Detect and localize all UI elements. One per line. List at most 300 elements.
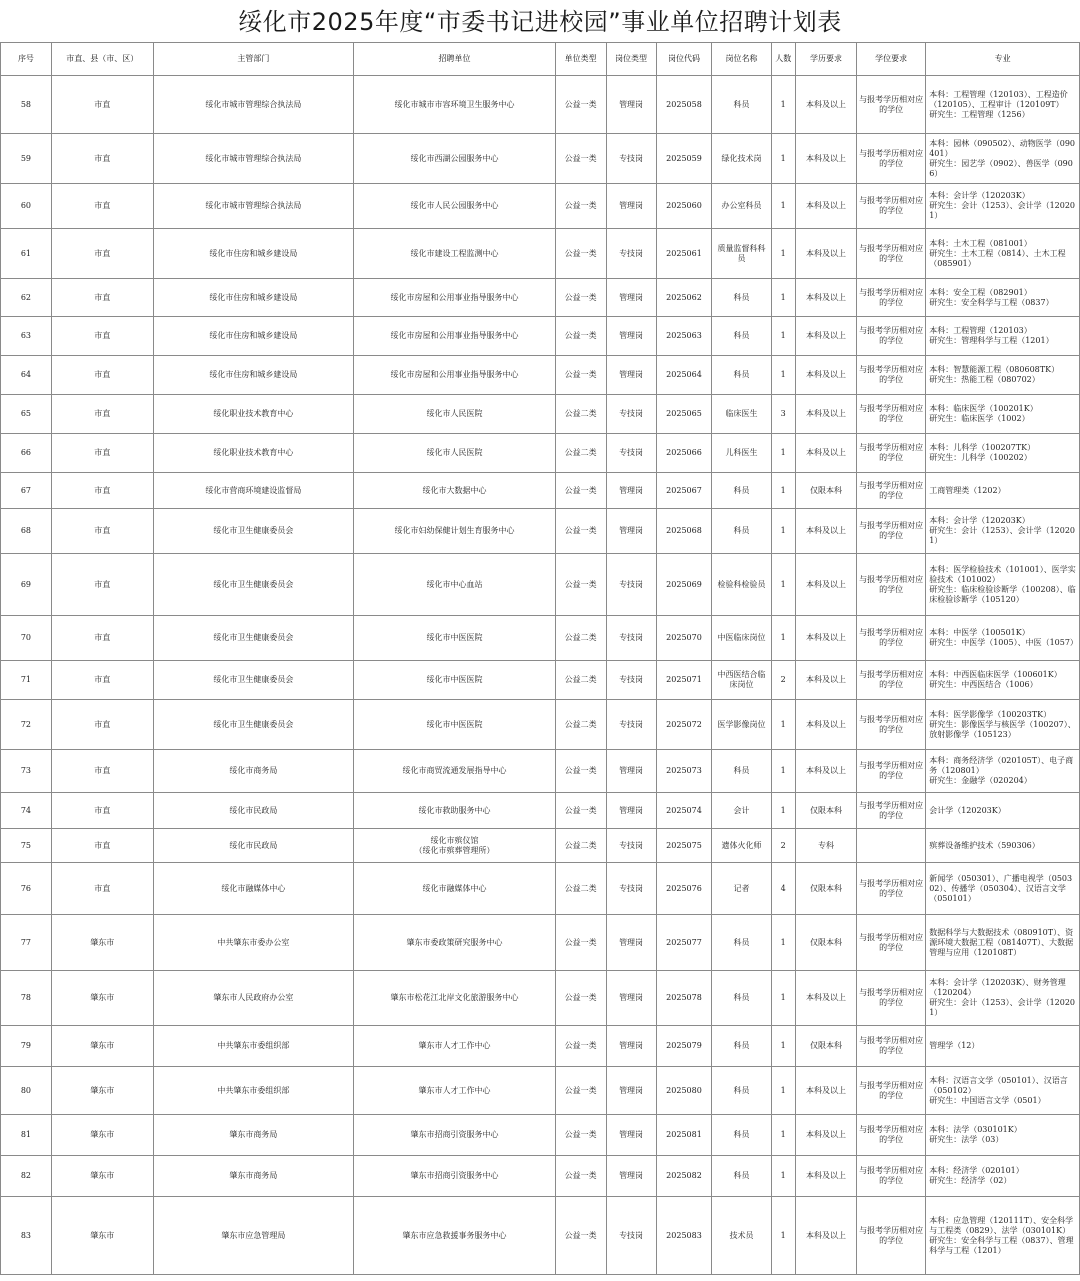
cell-code: 2025080	[656, 1067, 712, 1115]
cell-dept: 肇东市应急管理局	[153, 1197, 354, 1275]
cell-unit-type: 公益二类	[555, 434, 606, 473]
cell-unit-type: 公益一类	[555, 1156, 606, 1197]
header-degree: 学位要求	[857, 43, 926, 76]
cell-unit: 绥化市商贸流通发展指导中心	[354, 750, 556, 793]
cell-post-type: 管理岗	[606, 184, 656, 229]
cell-major: 工商管理类（1202）	[926, 473, 1080, 509]
cell-unit: 绥化市房屋和公用事业指导服务中心	[354, 279, 556, 317]
cell-post-type: 管理岗	[606, 1026, 656, 1067]
cell-unit: 肇东市人才工作中心	[354, 1026, 556, 1067]
cell-degree: 与报考学历相对应的学位	[857, 971, 926, 1026]
cell-dept: 绥化市城市管理综合执法局	[153, 184, 354, 229]
cell-edu: 本科及以上	[795, 509, 856, 554]
cell-unit-type: 公益一类	[555, 1197, 606, 1275]
cell-dept: 绥化市卫生健康委员会	[153, 616, 354, 661]
cell-post-name: 遗体火化师	[712, 829, 771, 863]
cell-region: 肇东市	[51, 971, 153, 1026]
cell-region: 肇东市	[51, 1115, 153, 1156]
cell-dept: 绥化市卫生健康委员会	[153, 509, 354, 554]
cell-degree: 与报考学历相对应的学位	[857, 229, 926, 279]
cell-code: 2025065	[656, 395, 712, 434]
cell-unit: 肇东市松花江北岸文化旅游服务中心	[354, 971, 556, 1026]
cell-seq: 63	[1, 317, 52, 356]
cell-unit-type: 公益二类	[555, 863, 606, 915]
cell-region: 市直	[51, 509, 153, 554]
cell-dept: 绥化市住房和城乡建设局	[153, 279, 354, 317]
cell-major: 殡葬设备维护技术（590306）	[926, 829, 1080, 863]
page-title: 绥化市2025年度“市委书记进校园”事业单位招聘计划表	[238, 8, 842, 36]
cell-dept: 绥化市卫生健康委员会	[153, 554, 354, 616]
cell-degree: 与报考学历相对应的学位	[857, 356, 926, 395]
cell-degree: 与报考学历相对应的学位	[857, 793, 926, 829]
cell-edu: 本科及以上	[795, 1156, 856, 1197]
table-row	[1, 279, 1080, 317]
cell-dept: 绥化市住房和城乡建设局	[153, 356, 354, 395]
cell-dept: 中共肇东市委组织部	[153, 1026, 354, 1067]
cell-dept: 中共肇东市委组织部	[153, 1067, 354, 1115]
table-row	[1, 661, 1080, 700]
cell-unit: 绥化市融媒体中心	[354, 863, 556, 915]
cell-major: 本科：安全工程（082901） 研究生：安全科学与工程（0837）	[926, 279, 1080, 317]
cell-post-type: 管理岗	[606, 509, 656, 554]
cell-count: 1	[771, 509, 795, 554]
cell-post-type: 管理岗	[606, 279, 656, 317]
cell-region: 市直	[51, 554, 153, 616]
cell-degree: 与报考学历相对应的学位	[857, 700, 926, 750]
cell-degree: 与报考学历相对应的学位	[857, 1067, 926, 1115]
cell-unit-type: 公益一类	[555, 76, 606, 134]
cell-edu: 仅限本科	[795, 915, 856, 971]
cell-edu: 本科及以上	[795, 229, 856, 279]
cell-code: 2025077	[656, 915, 712, 971]
cell-count: 1	[771, 750, 795, 793]
cell-edu: 本科及以上	[795, 750, 856, 793]
cell-code: 2025066	[656, 434, 712, 473]
cell-region: 市直	[51, 616, 153, 661]
cell-unit-type: 公益一类	[555, 915, 606, 971]
cell-code: 2025081	[656, 1115, 712, 1156]
cell-code: 2025068	[656, 509, 712, 554]
cell-post-name: 科员	[712, 1156, 771, 1197]
cell-unit-type: 公益一类	[555, 1026, 606, 1067]
cell-unit-type: 公益二类	[555, 700, 606, 750]
table-row	[1, 317, 1080, 356]
cell-count: 1	[771, 184, 795, 229]
cell-count: 1	[771, 1115, 795, 1156]
cell-edu: 本科及以上	[795, 395, 856, 434]
cell-unit-type: 公益一类	[555, 1067, 606, 1115]
cell-edu: 本科及以上	[795, 1067, 856, 1115]
cell-region: 肇东市	[51, 1197, 153, 1275]
cell-major: 本科：汉语言文学（050101）、汉语言（050102） 研究生：中国语言文学（0501）	[926, 1067, 1080, 1115]
cell-count: 1	[771, 279, 795, 317]
cell-post-type: 专技岗	[606, 616, 656, 661]
cell-degree: 与报考学历相对应的学位	[857, 395, 926, 434]
cell-major: 本科：中西医临床医学（100601K） 研究生：中西医结合（1006）	[926, 661, 1080, 700]
cell-post-name: 科员	[712, 1026, 771, 1067]
cell-post-type: 专技岗	[606, 434, 656, 473]
cell-dept: 绥化市融媒体中心	[153, 863, 354, 915]
cell-region: 肇东市	[51, 1026, 153, 1067]
cell-degree: 与报考学历相对应的学位	[857, 76, 926, 134]
cell-region: 肇东市	[51, 1067, 153, 1115]
cell-edu: 本科及以上	[795, 1115, 856, 1156]
cell-dept: 中共肇东市委办公室	[153, 915, 354, 971]
cell-seq: 77	[1, 915, 52, 971]
cell-post-name: 临床医生	[712, 395, 771, 434]
cell-code: 2025074	[656, 793, 712, 829]
table-row	[1, 1067, 1080, 1115]
cell-region: 肇东市	[51, 1156, 153, 1197]
table-row	[1, 434, 1080, 473]
table-row	[1, 863, 1080, 915]
cell-post-name: 中西医结合临床岗位	[712, 661, 771, 700]
cell-degree: 与报考学历相对应的学位	[857, 1197, 926, 1275]
cell-unit: 绥化市中医医院	[354, 661, 556, 700]
table-row	[1, 793, 1080, 829]
cell-count: 2	[771, 661, 795, 700]
cell-region: 市直	[51, 229, 153, 279]
cell-seq: 69	[1, 554, 52, 616]
cell-post-name: 会计	[712, 793, 771, 829]
cell-unit: 绥化市建设工程监测中心	[354, 229, 556, 279]
cell-code: 2025062	[656, 279, 712, 317]
cell-count: 1	[771, 356, 795, 395]
cell-count: 1	[771, 700, 795, 750]
cell-major: 本科：应急管理（120111T）、安全科学与工程类（0829）、法学（030101K） 研究生：安全科学与工程（0837）、管理科学与工程（1201）	[926, 1197, 1080, 1275]
table-row	[1, 915, 1080, 971]
cell-degree: 与报考学历相对应的学位	[857, 915, 926, 971]
cell-degree: 与报考学历相对应的学位	[857, 134, 926, 184]
cell-unit-type: 公益二类	[555, 661, 606, 700]
cell-post-type: 专技岗	[606, 863, 656, 915]
cell-dept: 肇东市人民政府办公室	[153, 971, 354, 1026]
cell-seq: 58	[1, 76, 52, 134]
cell-code: 2025060	[656, 184, 712, 229]
cell-major: 本科：临床医学（100201K） 研究生：临床医学（1002）	[926, 395, 1080, 434]
cell-seq: 62	[1, 279, 52, 317]
cell-major: 会计学（120203K）	[926, 793, 1080, 829]
cell-seq: 70	[1, 616, 52, 661]
cell-major: 本科：医学影像学（100203TK） 研究生：影像医学与核医学（100207）、放射影像学（105123）	[926, 700, 1080, 750]
table-row	[1, 750, 1080, 793]
cell-code: 2025067	[656, 473, 712, 509]
cell-region: 市直	[51, 473, 153, 509]
cell-unit: 肇东市招商引资服务中心	[354, 1156, 556, 1197]
cell-unit-type: 公益一类	[555, 229, 606, 279]
cell-edu: 本科及以上	[795, 317, 856, 356]
cell-seq: 79	[1, 1026, 52, 1067]
cell-seq: 76	[1, 863, 52, 915]
cell-unit-type: 公益一类	[555, 554, 606, 616]
cell-unit-type: 公益一类	[555, 793, 606, 829]
cell-dept: 绥化市住房和城乡建设局	[153, 317, 354, 356]
cell-count: 2	[771, 829, 795, 863]
cell-post-type: 管理岗	[606, 1156, 656, 1197]
table-row	[1, 1156, 1080, 1197]
cell-major: 数据科学与大数据技术（080910T）、资源环境大数据工程（081407T）、大数据管理与应用（120108T）	[926, 915, 1080, 971]
cell-code: 2025083	[656, 1197, 712, 1275]
cell-region: 市直	[51, 356, 153, 395]
cell-unit-type: 公益二类	[555, 829, 606, 863]
cell-unit: 肇东市招商引资服务中心	[354, 1115, 556, 1156]
cell-seq: 61	[1, 229, 52, 279]
cell-count: 1	[771, 229, 795, 279]
header-seq: 序号	[1, 43, 52, 76]
cell-post-name: 记者	[712, 863, 771, 915]
cell-count: 3	[771, 395, 795, 434]
cell-degree: 与报考学历相对应的学位	[857, 554, 926, 616]
cell-post-name: 科员	[712, 1115, 771, 1156]
cell-edu: 本科及以上	[795, 76, 856, 134]
cell-post-name: 医学影像岗位	[712, 700, 771, 750]
cell-edu: 本科及以上	[795, 134, 856, 184]
cell-unit: 绥化市城市市容环境卫生服务中心	[354, 76, 556, 134]
cell-post-type: 专技岗	[606, 134, 656, 184]
cell-post-name: 检验科检验员	[712, 554, 771, 616]
cell-count: 1	[771, 554, 795, 616]
cell-seq: 74	[1, 793, 52, 829]
cell-major: 本科：智慧能源工程（080608TK） 研究生：热能工程（080702）	[926, 356, 1080, 395]
cell-edu: 仅限本科	[795, 473, 856, 509]
cell-post-type: 管理岗	[606, 915, 656, 971]
cell-major: 本科：医学检验技术（101001）、医学实验技术（101002） 研究生：临床检验诊断学（100208）、临床检验诊断学（105120）	[926, 554, 1080, 616]
cell-unit: 绥化市西湖公园服务中心	[354, 134, 556, 184]
table-row	[1, 184, 1080, 229]
cell-seq: 80	[1, 1067, 52, 1115]
cell-major: 本科：工程管理（120103） 研究生：管理科学与工程（1201）	[926, 317, 1080, 356]
cell-code: 2025069	[656, 554, 712, 616]
cell-major: 本科：经济学（020101） 研究生：经济学（02）	[926, 1156, 1080, 1197]
cell-degree: 与报考学历相对应的学位	[857, 317, 926, 356]
cell-major: 新闻学（050301）、广播电视学（050302）、传播学（050304）、汉语言文学（050101）	[926, 863, 1080, 915]
cell-code: 2025075	[656, 829, 712, 863]
cell-code: 2025079	[656, 1026, 712, 1067]
cell-code: 2025070	[656, 616, 712, 661]
cell-major: 本科：中医学（100501K） 研究生：中医学（1005）、中医（1057）	[926, 616, 1080, 661]
cell-degree: 与报考学历相对应的学位	[857, 1115, 926, 1156]
cell-seq: 60	[1, 184, 52, 229]
cell-seq: 67	[1, 473, 52, 509]
cell-unit: 绥化市中心血站	[354, 554, 556, 616]
cell-region: 市直	[51, 317, 153, 356]
header-post-name: 岗位名称	[712, 43, 771, 76]
header-dept: 主管部门	[153, 43, 354, 76]
table-row	[1, 509, 1080, 554]
table-body	[1, 76, 1080, 1275]
cell-post-name: 中医临床岗位	[712, 616, 771, 661]
cell-unit: 绥化市人民医院	[354, 434, 556, 473]
cell-degree: 与报考学历相对应的学位	[857, 661, 926, 700]
cell-unit: 绥化市房屋和公用事业指导服务中心	[354, 356, 556, 395]
cell-unit: 绥化市妇幼保健计划生育服务中心	[354, 509, 556, 554]
cell-edu: 本科及以上	[795, 616, 856, 661]
cell-unit-type: 公益二类	[555, 616, 606, 661]
header-row	[1, 43, 1080, 76]
cell-code: 2025071	[656, 661, 712, 700]
header-major: 专业	[926, 43, 1080, 76]
cell-major: 本科：工程管理（120103）、工程造价（120105）、工程审计（120109T） 研究生：工程管理（1256）	[926, 76, 1080, 134]
cell-count: 1	[771, 616, 795, 661]
cell-count: 1	[771, 1197, 795, 1275]
cell-dept: 绥化市民政局	[153, 793, 354, 829]
cell-edu: 本科及以上	[795, 279, 856, 317]
table-row	[1, 616, 1080, 661]
cell-seq: 68	[1, 509, 52, 554]
header-post-type: 岗位类型	[606, 43, 656, 76]
cell-degree: 与报考学历相对应的学位	[857, 750, 926, 793]
cell-unit-type: 公益一类	[555, 356, 606, 395]
cell-region: 肇东市	[51, 915, 153, 971]
cell-post-type: 管理岗	[606, 971, 656, 1026]
header-unit: 招聘单位	[354, 43, 556, 76]
cell-dept: 绥化市卫生健康委员会	[153, 661, 354, 700]
cell-dept: 肇东市商务局	[153, 1115, 354, 1156]
cell-region: 市直	[51, 750, 153, 793]
table-row	[1, 700, 1080, 750]
cell-seq: 66	[1, 434, 52, 473]
cell-count: 1	[771, 1067, 795, 1115]
cell-post-name: 技术员	[712, 1197, 771, 1275]
cell-seq: 71	[1, 661, 52, 700]
cell-post-type: 管理岗	[606, 473, 656, 509]
header-code: 岗位代码	[656, 43, 712, 76]
cell-region: 市直	[51, 700, 153, 750]
cell-major: 本科：园林（090502）、动物医学（090401） 研究生：园艺学（0902）、兽医学（0906）	[926, 134, 1080, 184]
cell-major: 本科：土木工程（081001） 研究生：土木工程（0814）、土木工程（085901）	[926, 229, 1080, 279]
cell-edu: 仅限本科	[795, 1026, 856, 1067]
cell-degree: 与报考学历相对应的学位	[857, 616, 926, 661]
cell-major: 本科：儿科学（100207TK） 研究生：儿科学（100202）	[926, 434, 1080, 473]
cell-post-name: 儿科医生	[712, 434, 771, 473]
cell-code: 2025058	[656, 76, 712, 134]
cell-region: 市直	[51, 279, 153, 317]
cell-post-name: 科员	[712, 279, 771, 317]
header-region: 市直、县（市、区）	[51, 43, 153, 76]
cell-code: 2025059	[656, 134, 712, 184]
cell-seq: 81	[1, 1115, 52, 1156]
cell-seq: 59	[1, 134, 52, 184]
cell-post-type: 专技岗	[606, 229, 656, 279]
cell-post-name: 科员	[712, 356, 771, 395]
cell-region: 市直	[51, 793, 153, 829]
cell-code: 2025061	[656, 229, 712, 279]
table-row	[1, 1026, 1080, 1067]
cell-unit: 绥化市殡仪馆 （绥化市殡葬管理所）	[354, 829, 556, 863]
header-edu: 学历要求	[795, 43, 856, 76]
cell-region: 市直	[51, 184, 153, 229]
cell-degree: 与报考学历相对应的学位	[857, 1156, 926, 1197]
cell-post-type: 专技岗	[606, 554, 656, 616]
header-unit-type: 单位类型	[555, 43, 606, 76]
recruitment-table	[0, 42, 1080, 1275]
table-row	[1, 356, 1080, 395]
cell-unit-type: 公益一类	[555, 750, 606, 793]
cell-post-name: 科员	[712, 76, 771, 134]
cell-code: 2025072	[656, 700, 712, 750]
cell-post-type: 管理岗	[606, 317, 656, 356]
cell-dept: 绥化市民政局	[153, 829, 354, 863]
cell-dept: 绥化职业技术教育中心	[153, 434, 354, 473]
cell-post-name: 科员	[712, 473, 771, 509]
cell-major: 管理学（12）	[926, 1026, 1080, 1067]
cell-seq: 64	[1, 356, 52, 395]
cell-post-type: 管理岗	[606, 750, 656, 793]
cell-count: 4	[771, 863, 795, 915]
cell-seq: 72	[1, 700, 52, 750]
cell-unit: 绥化市救助服务中心	[354, 793, 556, 829]
cell-code: 2025078	[656, 971, 712, 1026]
cell-post-type: 专技岗	[606, 395, 656, 434]
cell-post-name: 质量监督科科员	[712, 229, 771, 279]
cell-code: 2025064	[656, 356, 712, 395]
table-row	[1, 971, 1080, 1026]
cell-post-name: 科员	[712, 1067, 771, 1115]
cell-edu: 仅限本科	[795, 863, 856, 915]
cell-unit-type: 公益一类	[555, 1115, 606, 1156]
cell-degree: 与报考学历相对应的学位	[857, 509, 926, 554]
cell-unit-type: 公益一类	[555, 134, 606, 184]
cell-post-name: 办公室科员	[712, 184, 771, 229]
cell-dept: 绥化市卫生健康委员会	[153, 700, 354, 750]
cell-unit-type: 公益一类	[555, 509, 606, 554]
cell-region: 市直	[51, 76, 153, 134]
cell-dept: 肇东市商务局	[153, 1156, 354, 1197]
cell-count: 1	[771, 134, 795, 184]
cell-seq: 73	[1, 750, 52, 793]
cell-unit-type: 公益二类	[555, 395, 606, 434]
cell-edu: 本科及以上	[795, 184, 856, 229]
cell-edu: 本科及以上	[795, 661, 856, 700]
cell-post-type: 专技岗	[606, 1197, 656, 1275]
cell-count: 1	[771, 915, 795, 971]
cell-major: 本科：商务经济学（020105T）、电子商务（120801） 研究生：金融学（020204）	[926, 750, 1080, 793]
table-row	[1, 554, 1080, 616]
cell-region: 市直	[51, 863, 153, 915]
table-row	[1, 229, 1080, 279]
cell-major: 本科：法学（030101K） 研究生：法学（03）	[926, 1115, 1080, 1156]
cell-dept: 绥化市商务局	[153, 750, 354, 793]
cell-code: 2025063	[656, 317, 712, 356]
cell-region: 市直	[51, 134, 153, 184]
table-row	[1, 829, 1080, 863]
cell-major: 本科：会计学（120203K）、财务管理（120204） 研究生：会计（1253）、会计学（120201）	[926, 971, 1080, 1026]
cell-unit: 肇东市人才工作中心	[354, 1067, 556, 1115]
cell-post-name: 科员	[712, 509, 771, 554]
cell-post-name: 科员	[712, 317, 771, 356]
cell-count: 1	[771, 793, 795, 829]
cell-count: 1	[771, 1156, 795, 1197]
cell-unit-type: 公益一类	[555, 317, 606, 356]
cell-edu: 专科	[795, 829, 856, 863]
cell-unit: 绥化市人民医院	[354, 395, 556, 434]
cell-degree: 与报考学历相对应的学位	[857, 863, 926, 915]
cell-seq: 83	[1, 1197, 52, 1275]
cell-post-type: 管理岗	[606, 76, 656, 134]
cell-unit: 绥化市中医医院	[354, 616, 556, 661]
table-row	[1, 1197, 1080, 1275]
cell-count: 1	[771, 971, 795, 1026]
table-row	[1, 1115, 1080, 1156]
cell-unit-type: 公益一类	[555, 473, 606, 509]
cell-post-name: 科员	[712, 971, 771, 1026]
cell-code: 2025076	[656, 863, 712, 915]
cell-unit: 肇东市应急救援事务服务中心	[354, 1197, 556, 1275]
cell-unit: 绥化市大数据中心	[354, 473, 556, 509]
cell-dept: 绥化市城市管理综合执法局	[153, 76, 354, 134]
table-row	[1, 76, 1080, 134]
cell-post-name: 科员	[712, 915, 771, 971]
